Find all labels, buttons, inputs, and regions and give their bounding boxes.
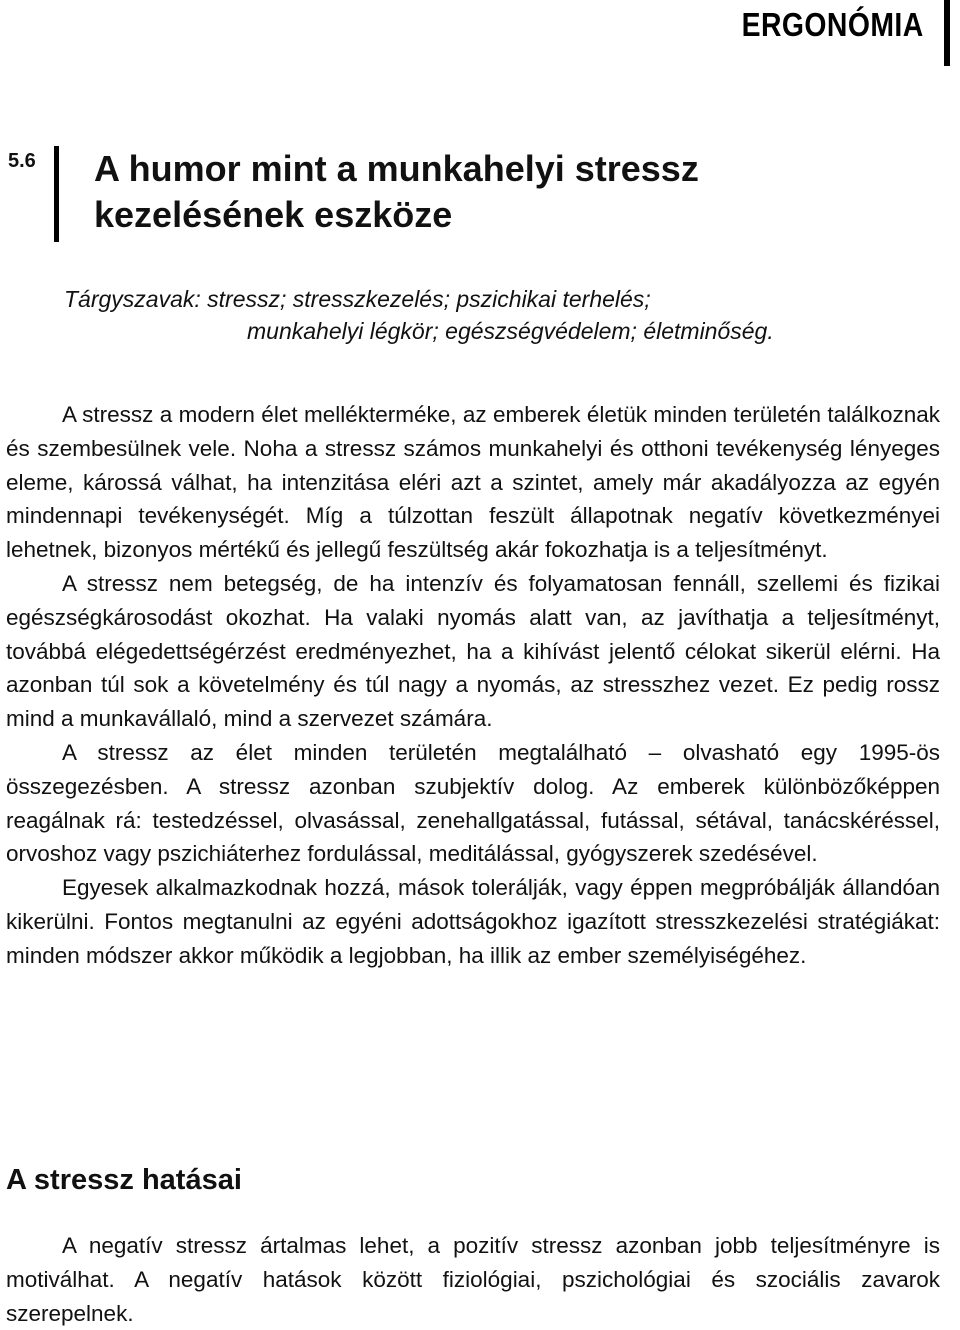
subsection-heading: A stressz hatásai	[6, 1164, 242, 1196]
section-number: 5.6	[8, 150, 36, 172]
keywords-line-2: munkahelyi légkör; egészségvédelem; életminőség.	[247, 318, 774, 344]
paragraph: A stressz nem betegség, de ha intenzív és folyamatosan fennáll, szellemi és fizikai egészségkárosodást okozhat. Ha valaki nyomás alatt van, az javíthatja a teljesítményt, továbbá elégedettségérzést eredményezhet, ha a kihívást jelentő célokat sikerül elérni. Ha azonban túl sok a követelmény és túl nagy a nyomás, az stresszhez vezet. Ez pedig rossz mind a munkavállaló, mind a szervezet számára.	[6, 570, 940, 732]
paragraph: A stressz az élet minden területén megtalálható – olvasható egy 1995-ös összegezésben. A stressz azonban szubjektív dolog. Az emberek különbözőképpen reagálnak rá: testedzéssel, olvasással, zenehallgatással, futással, sétával, tanácskéréssel, orvoshoz vagy pszichiáterhez fordulással, meditálással, gyógyszerek szedésével.	[6, 739, 940, 867]
body-text	[6, 398, 940, 973]
section-title: A humor mint a munkahelyi stressz kezelésének eszköze	[94, 148, 699, 235]
paragraph: A negatív stressz ártalmas lehet, a pozitív stressz azonban jobb teljesítményre is motiválhat. A negatív hatások között fiziológiai, pszichológiai és szociális zavarok szerepelnek.	[6, 1233, 940, 1326]
running-header: ERGONÓMIA	[741, 6, 924, 43]
section-title-rule	[54, 146, 59, 242]
subsection-body	[6, 1229, 940, 1330]
keywords-line-1: Tárgyszavak: stressz; stresszkezelés; pszichikai terhelés;	[64, 286, 651, 312]
paragraph: Egyesek alkalmazkodnak hozzá, mások tolerálják, vagy éppen megpróbálják állandóan kikerülni. Fontos megtanulni az egyéni adottságokhoz igazított stresszkezelési stratégiákat: minden módszer akkor működik a legjobban, ha illik az ember személyiségéhez.	[6, 875, 940, 968]
paragraph: A stressz a modern élet mellékterméke, az emberek életük minden területén találkoznak és szembesülnek vele. Noha a stressz számos munkahelyi és otthoni tevékenység lényeges eleme, károssá válhat, ha intenzitása eléri azt a szintet, amely már akadályozza az egyén mindennapi tevékenységét. Míg a túlzottan feszült állapotnak negatív következményei lehetnek, bizonyos mértékű és jellegű feszültség akár fokozhatja is a teljesítményt.	[6, 402, 940, 563]
keywords	[64, 283, 924, 347]
header-bar	[944, 0, 950, 66]
